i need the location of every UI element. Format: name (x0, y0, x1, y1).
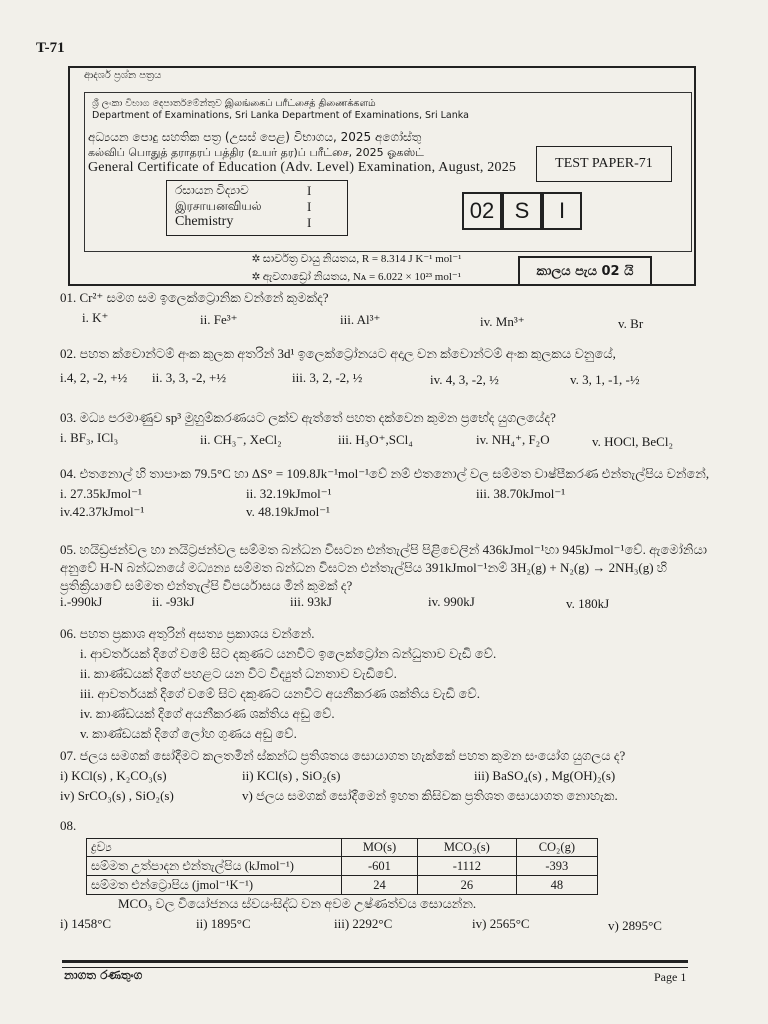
option: i. ආවර්තයක් දිගේ වමේ සිට දකුණට යනවිට ඉලෙක්ට්‍රෝන බන්ධුතාව වැඩි වේ. (80, 646, 497, 661)
subject-box (166, 180, 348, 236)
question-stem: 05. හයිඩ්‍රජන්වල හා නයිට්‍රජන්වල සම්මත බන්ධන විඝටන එන්තැල්පි පිළිවෙලින් 436kJmol⁻¹හා 945kJmol⁻¹වේ. ඇමෝනියා (60, 542, 708, 557)
table-cell: 48 (516, 876, 597, 895)
copyright-note: ආදර්ශ ප්‍රශ්න පත්‍රය (84, 70, 162, 81)
option: v) ජලය සමගක් සෝදීමෙන් ඉහත කිසිවක ප්‍රතිශත සොයාගත නොහැක. (242, 788, 618, 803)
exam-title-english: General Certificate of Education (Adv. Level) Examination, August, 2025 (88, 160, 517, 175)
subject-number: I (307, 199, 312, 214)
table-row (87, 876, 598, 895)
table-cell: සම්මත උත්පාදන එන්තැල්පිය (kJmol⁻¹) (87, 857, 342, 876)
option: i. K⁺ (82, 310, 109, 325)
time-box: කාලය පැය 02 යි (518, 256, 652, 286)
question-stem: 02. පහත ක්වොන්ටම් අංක කුලක අතරින් 3d¹ ඉලෙක්ට්‍රෝනයට අදාල වන ක්වොන්ටම් අංක කුලකය වනුයේ, (60, 346, 616, 361)
author-name: නාගත රණතුංග (64, 968, 143, 982)
table-cell: -601 (342, 857, 418, 876)
option: iii. ආවර්තයක් දිගේ වමේ සිට දකුණට යනවිට අයනීකරණ ශක්තිය වැඩි වේ. (80, 686, 480, 701)
option: iii. Al³⁺ (340, 312, 381, 327)
question-stem: 07. ජලය සමගක් සෝදීමට කලතමින් ස්කන්ධ ප්‍රතිශතය සොයාගත හැක්කේ පහත කුමන සංයෝග යුගලය ද? (60, 748, 626, 763)
option: iii. H₃O⁺,SCl₄ (338, 432, 413, 447)
option: v. කාණ්ඩයක් දිගේ ලෝහ ගුණය අඩු වේ. (80, 726, 297, 741)
paper-code-box: S (502, 192, 542, 230)
table-header-cell: MCO₃(s) (417, 839, 516, 857)
table-cell: 24 (342, 876, 418, 895)
department-line-2: Department of Examinations, Sri Lanka Department of Examinations, Sri Lanka (92, 110, 469, 121)
option: ii. CH₃⁻, XeCl₂ (200, 432, 282, 447)
gas-constant: ✲ සාර්වත්‍ර වායු නියතය, R = 8.314 J K⁻¹ mol⁻¹ (252, 253, 462, 265)
option: ii. -93kJ (152, 594, 195, 609)
table-row (87, 857, 598, 876)
option: iv.42.37kJmol⁻¹ (60, 504, 145, 519)
table-cell: සම්මත එන්ට්‍රොපිය (jmol⁻¹K⁻¹) (87, 876, 342, 895)
thermo-data-table (86, 838, 598, 895)
question-stem: 03. මධ්‍ය පරමාණුව sp³ මුහුම්කරණයට ලක්ව ඇත්තේ පහත දක්වෙන කුමන ප්‍රභේද යුගලයේද? (60, 410, 556, 425)
subject-english: Chemistry (175, 214, 234, 229)
option: v. 180kJ (566, 596, 610, 611)
paper-code-box: 02 (462, 192, 502, 230)
option: v. 48.19kJmol⁻¹ (246, 504, 330, 519)
subject-tamil: இரசாயனவியல் (175, 199, 262, 213)
question-stem: 01. Cr²⁺ සමග සම ඉලෙක්ට්‍රොනික වන්නේ කුමක්ද? (60, 290, 329, 305)
department-line-1: ශ්‍රී ලංකා විභාග දෙපාර්තමේන්තුව இலங்கைப் பரீட்சைத் திணைக்களம் (92, 98, 376, 109)
question-number: 08. (60, 818, 77, 833)
question-stem: ප්‍රතික්‍රියාවේ සම්මත එන්තැල්පි විපර්යාසය මින් කුමක් ද? (60, 578, 353, 593)
page-number: Page 1 (654, 970, 687, 984)
option: iii) 2292°C (334, 916, 393, 931)
option: iii) BaSO₄(s) , Mg(OH)₂(s) (474, 768, 616, 783)
option: i. BF₃, ICl₃ (60, 430, 119, 445)
option: i) KCl(s) , K₂CO₃(s) (60, 768, 167, 783)
option: i) 1458°C (60, 916, 112, 931)
exam-title-sinhala: අධ්‍යයන පොදු සහතික පත්‍ර (උසස් පෙළ) විභාගය, 2025 අගෝස්තු (88, 130, 422, 144)
question-stem: 06. පහත ප්‍රකාශ අතුරින් අසත්‍ය ප්‍රකාශය වන්නේ. (60, 626, 315, 641)
table-header-cell: CO₂(g) (516, 839, 597, 857)
option: ii. 3, 3, -2, +½ (152, 370, 227, 385)
option: iv. කාණ්ඩයක් දිගේ අයනීකරණ ශක්තිය අඩු වේ. (80, 706, 335, 721)
option: v) 2895°C (608, 918, 662, 933)
option: ii. 32.19kJmol⁻¹ (246, 486, 332, 501)
subject-number: I (307, 183, 312, 198)
option: iv) SrCO₃(s) , SiO₂(s) (60, 788, 174, 803)
table-header-cell: MO(s) (342, 839, 418, 857)
option: v. HOCl, BeCl₂ (592, 434, 673, 449)
option: ii. කාණ්ඩයක් දිගේ පහළට යන විට විද්‍යුත් ධනතාව වැඩිවේ. (80, 666, 397, 681)
question-stem: අනුවේ H-N බන්ධනයේ මධ්‍යන්‍ය සම්මත බන්ධන විඝටන එන්තැල්පිය 391kJmol⁻¹නම් 3H₂(g) + N₂(g) → 2NH₃(g) හි (60, 560, 668, 575)
table-cell: -1112 (417, 857, 516, 876)
subject-number: I (307, 215, 312, 230)
question-stem: MCO₃ වල වියෝජනය ස්වයංසිද්ධ වන අවම උෂ්ණත්වය සොයන්න. (118, 896, 477, 911)
avogadro-constant: ✲ ඇවගාඩ්‍රෝ නියතය, Nᴀ = 6.022 × 10²³ mol⁻¹ (252, 271, 462, 283)
option: iii. 93kJ (290, 594, 332, 609)
option: v. 3, 1, -1, -½ (570, 372, 640, 387)
subject-sinhala: රසායන විද්‍යාව (175, 183, 249, 197)
option: ii) KCl(s) , SiO₂(s) (242, 768, 341, 783)
footer-divider (62, 960, 688, 968)
table-header-row (87, 839, 598, 857)
option: iv. NH₄⁺, F₂O (476, 432, 550, 447)
paper-code-box: I (542, 192, 582, 230)
table-cell: 26 (417, 876, 516, 895)
option: i.-990kJ (60, 594, 103, 609)
option: ii) 1895°C (196, 916, 251, 931)
option: i. 27.35kJmol⁻¹ (60, 486, 142, 501)
option: iv. Mn³⁺ (480, 314, 525, 329)
option: iii. 38.70kJmol⁻¹ (476, 486, 566, 501)
option: iv. 990kJ (428, 594, 475, 609)
test-paper-label: TEST PAPER-71 (536, 146, 672, 182)
option: ii. Fe³⁺ (200, 312, 238, 327)
option: iv) 2565°C (472, 916, 530, 931)
table-header-cell: ද්‍රව්‍ය (87, 839, 342, 857)
table-cell: -393 (516, 857, 597, 876)
option: i.4, 2, -2, +½ (60, 370, 128, 385)
option: iii. 3, 2, -2, ½ (292, 370, 363, 385)
option: v. Br (618, 316, 644, 331)
exam-title-tamil: கல்விப் பொதுத் தராதரப் பத்திர (உயர் தர)ப் பரீட்சை, 2025 ஓகஸ்ட் (88, 146, 424, 159)
option: iv. 4, 3, -2, ½ (430, 372, 499, 387)
question-stem: 04. එතනොල් හි තාපාංක 79.5°C හා ΔS° = 109.8Jk⁻¹mol⁻¹වේ නම් එතනොල් වල සම්මත වාෂ්පීකරණ එන්තැල්පිය වන්නේ, (60, 466, 710, 481)
page-tag: T-71 (36, 40, 65, 56)
